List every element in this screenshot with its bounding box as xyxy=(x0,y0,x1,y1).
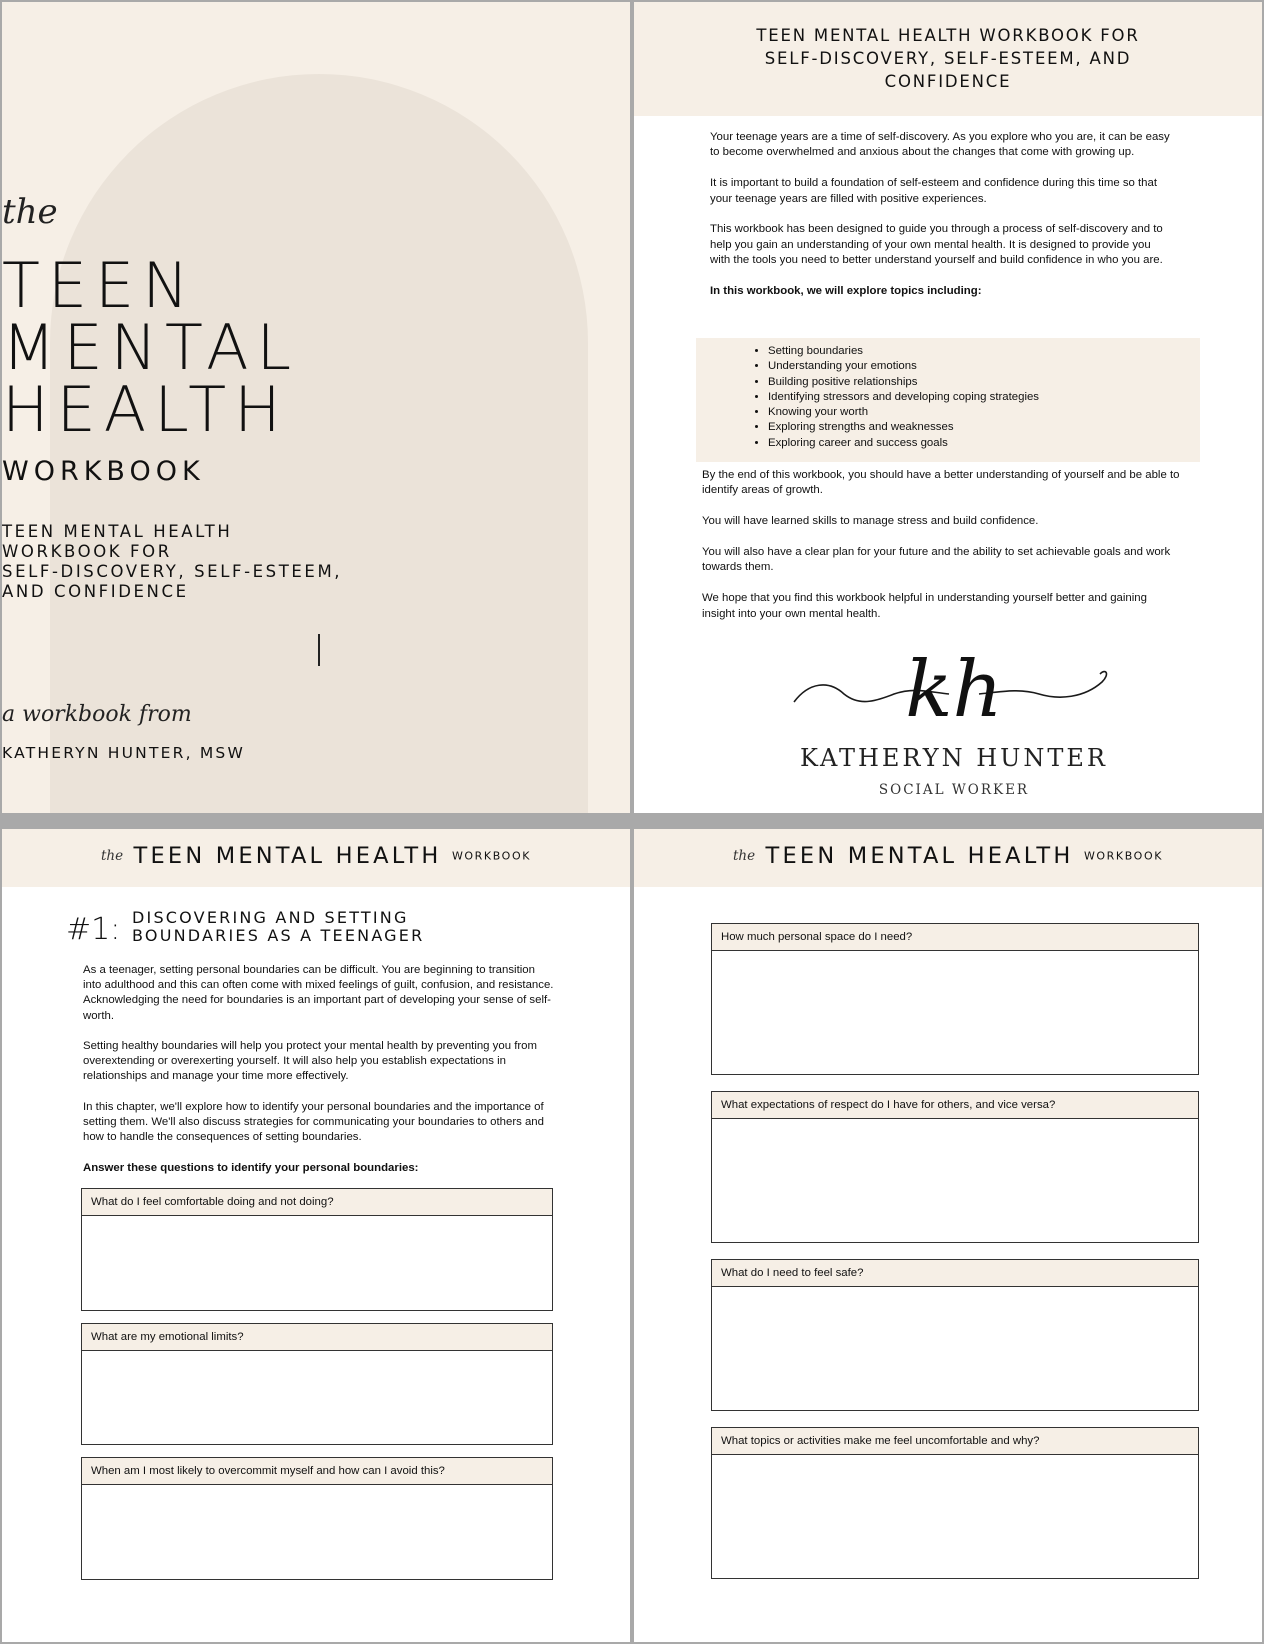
signature-monogram-kh xyxy=(784,632,1124,732)
chapter-title-line: DISCOVERING AND SETTING xyxy=(132,908,409,927)
chapter-page xyxy=(2,829,630,1642)
answer-area[interactable] xyxy=(712,1455,1198,1578)
intro-paragraph: It is important to build a foundation of self-esteem and confidence during this time so that your teenage years are filled with positive experiences. xyxy=(710,177,1158,205)
closing-paragraph: By the end of this workbook, you should have a better understanding of yourself and be able to identify areas of growth. xyxy=(702,469,1180,497)
cover-title-mental: MENTAL xyxy=(2,311,300,384)
question-label: What do I feel comfortable doing and not doing? xyxy=(82,1189,552,1216)
answer-area[interactable] xyxy=(712,1119,1198,1242)
signature-name: KATHERYN HUNTER xyxy=(800,744,1108,772)
intro-title-line: TEEN MENTAL HEALTH WORKBOOK FOR xyxy=(756,26,1140,45)
answer-area[interactable] xyxy=(712,951,1198,1074)
question-label: How much personal space do I need? xyxy=(712,924,1198,951)
cover-title-health: HEALTH xyxy=(2,373,289,446)
closing-paragraph: You will also have a clear plan for your future and the ability to set achievable goals and work towards them. xyxy=(702,546,1171,574)
intro-paragraph: Your teenage years are a time of self-discovery. As you explore who you are, it can be easy to become overwhelmed and anxious about the changes that come with growing up. xyxy=(710,131,1170,159)
cover-from: a workbook from xyxy=(2,702,192,727)
topics-heading: In this workbook, we will explore topics including: xyxy=(710,285,982,298)
running-header-line xyxy=(2,843,630,869)
chapter-paragraph: In this chapter, we'll explore how to identify your personal boundaries and the importance of setting them. We'll also discuss strategies for communicating your boundaries to others and how to handle the consequences of setting boundaries. xyxy=(83,1100,544,1144)
chapter-title-line: BOUNDARIES AS A TEENAGER xyxy=(132,926,425,945)
cover-subtitle-line: TEEN MENTAL HEALTH xyxy=(2,522,233,541)
answer-area[interactable] xyxy=(82,1485,552,1579)
question-label: What topics or activities make me feel uncomfortable and why? xyxy=(712,1428,1198,1455)
topic-item: • Building positive relationships xyxy=(768,375,1188,390)
running-header-the: the xyxy=(100,848,124,864)
answer-area[interactable] xyxy=(712,1287,1198,1410)
cover-subtitle xyxy=(2,522,630,602)
running-header xyxy=(2,829,630,887)
signature-role: SOCIAL WORKER xyxy=(878,782,1030,798)
question-label: What expectations of respect do I have for others, and vice versa? xyxy=(712,1092,1198,1119)
cover-divider xyxy=(318,634,320,666)
topics-list xyxy=(748,344,1188,451)
topic-item: • Identifying stressors and developing coping strategies xyxy=(768,390,1188,405)
question-box xyxy=(711,923,1199,1075)
question-box xyxy=(711,1427,1199,1579)
topic-item: • Knowing your worth xyxy=(768,405,1188,420)
closing-paragraph: You will have learned skills to manage stress and build confidence. xyxy=(702,515,1039,528)
running-header-the: the xyxy=(732,848,756,864)
topic-item: • Exploring strengths and weaknesses xyxy=(768,420,1188,435)
chapter-title xyxy=(132,909,572,945)
cover-title-teen: TEEN xyxy=(2,249,197,322)
question-box xyxy=(81,1188,553,1311)
cover-subtitle-line: SELF-DISCOVERY, SELF-ESTEEM, xyxy=(2,562,343,581)
intro-closing xyxy=(702,468,1182,637)
chapter-paragraph: Setting healthy boundaries will help you protect your mental health by preventing you from overextending or overexerting yourself. It will also help you establish expectations in relationships and manage your time more effectively. xyxy=(83,1040,537,1083)
running-header-workbook: WORKBOOK xyxy=(451,849,532,863)
intro-title-line: SELF-DISCOVERY, SELF-ESTEEM, AND xyxy=(764,49,1132,68)
cover-page xyxy=(2,2,630,813)
question-box xyxy=(81,1323,553,1445)
cover-the: the xyxy=(2,192,58,232)
cover-subtitle-line: WORKBOOK FOR xyxy=(2,542,172,561)
running-header-workbook: WORKBOOK xyxy=(1083,849,1164,863)
worksheet-page xyxy=(634,829,1262,1642)
answer-area[interactable] xyxy=(82,1351,552,1444)
topic-item: • Understanding your emotions xyxy=(768,359,1188,374)
topic-item: • Setting boundaries xyxy=(768,344,1188,359)
intro-body xyxy=(710,130,1172,299)
question-label: What do I need to feel safe? xyxy=(712,1260,1198,1287)
intro-paragraph: This workbook has been designed to guide you through a process of self-discovery and to help you gain an understanding of your own mental health. It is designed to provide you with the tools you need to better understand yourself and build confidence in who you are. xyxy=(710,223,1163,267)
cover-subtitle-line: AND CONFIDENCE xyxy=(2,582,189,601)
running-header-title: TEEN MENTAL HEALTH xyxy=(133,843,442,869)
closing-paragraph: We hope that you find this workbook helpful in understanding yourself better and gaining insight into your own mental health. xyxy=(702,592,1147,620)
running-header-title: TEEN MENTAL HEALTH xyxy=(765,843,1074,869)
intro-title xyxy=(694,24,1202,93)
intro-page xyxy=(634,2,1262,813)
chapter-prompt: Answer these questions to identify your personal boundaries: xyxy=(83,1161,419,1174)
question-label: When am I most likely to overcommit myself and how can I avoid this? xyxy=(82,1458,552,1485)
question-box xyxy=(81,1457,553,1580)
signature-monogram-text: kh xyxy=(905,645,1003,732)
running-header-line xyxy=(634,843,1262,869)
intro-title-line: CONFIDENCE xyxy=(884,72,1012,91)
chapter-number: #1: xyxy=(66,912,121,947)
signature-block xyxy=(784,632,1124,802)
question-box xyxy=(711,1091,1199,1243)
cover-workbook-label: WORKBOOK xyxy=(2,456,205,487)
topic-item: • Exploring career and success goals xyxy=(768,436,1188,451)
chapter-paragraph: As a teenager, setting personal boundaries can be difficult. You are beginning to transition into adulthood and this can often come with mixed feelings of guilt, confusion, and resistance. Acknowledging the need for boundaries is an important part of developing your sense of self-worth. xyxy=(83,964,554,1022)
question-box xyxy=(711,1259,1199,1411)
cover-author: KATHERYN HUNTER, MSW xyxy=(2,744,245,762)
running-header xyxy=(634,829,1262,887)
question-label: What are my emotional limits? xyxy=(82,1324,552,1351)
chapter-body xyxy=(83,963,555,1191)
answer-area[interactable] xyxy=(82,1216,552,1310)
